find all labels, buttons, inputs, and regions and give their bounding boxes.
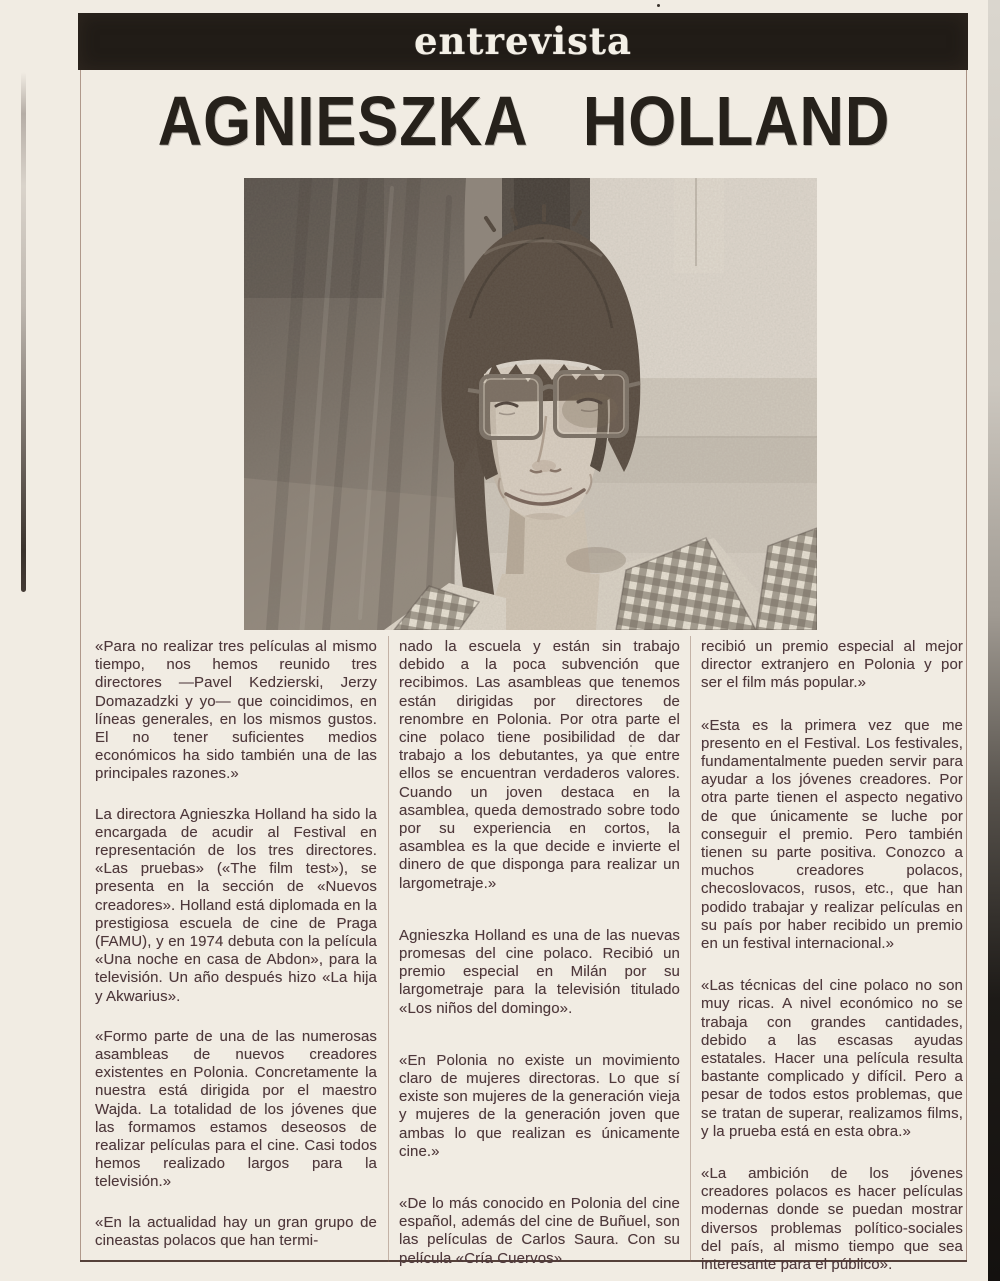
paragraph: «De lo más conocido en Polonia del cine español, además del cine de Buñuel, son las películas de Carlos Saura. Con su película «Cría Cuervos» [399, 1195, 680, 1267]
portrait-illustration [244, 178, 817, 630]
frame-right-rule [966, 70, 967, 1262]
paragraph: «En Polonia no existe un movimiento claro de mujeres directoras. Lo que sí existe son mujeres de la generación vieja y mujeres de la generación joven que ambas lo que realizan es únicamente cine.» [399, 1051, 680, 1160]
paragraph: «En la actualidad hay un gran grupo de cineastas polacos que han termi- [95, 1213, 377, 1249]
paragraph: «La ambición de los jóvenes creadores polacos es hacer películas modernas donde se puedan mostrar diversos problemas político-sociales del país, al mismo tiempo que sea interesante para el público». [701, 1165, 963, 1274]
portrait-photo [244, 178, 817, 630]
section-banner [78, 13, 968, 70]
text-column-3 [701, 638, 963, 1281]
column-divider-2 [690, 636, 691, 1262]
frame-left-rule [80, 70, 81, 1262]
paragraph: recibió un premio especial al mejor director extranjero en Polonia y por ser el film más popular.» [701, 638, 963, 692]
article-title: AGNIESZKA HOLLAND [157, 82, 891, 160]
paragraph: Agnieszka Holland es una de las nuevas promesas del cine polaco. Recibió un premio especial en Milán por su largometraje para la televisión titulado «Los niños del domingo». [399, 926, 680, 1017]
text-column-1 [95, 638, 377, 1272]
text-column-2 [399, 638, 680, 1281]
paragraph: La directora Agnieszka Holland ha sido la encargada de acudir al Festival en representación de los tres directores. «Las pruebas» («The film test»), se presenta en la sección de «Nuevos creadores». Holland está diplomada en la prestigiosa escuela de cine de Praga (FAMU), y en 1974 debuta con la película «Una noche en casa de Abdon», para la televisión. Un año después hizo «La hija y Akwarius». [95, 805, 377, 1005]
binding-shadow [21, 72, 26, 592]
column-divider-1 [388, 636, 389, 1262]
paragraph: «Las técnicas del cine polaco no son muy ricas. A nivel económico no se trabaja con grandes cantidades, debido a las escasas ayudas estatales. Hacer una película resulta bastante complicado y difícil. Pero a pesar de todos estos problemas, que se tratan de superar, realizamos films, y la prueba está en esta obra.» [701, 977, 963, 1140]
paragraph: nado la escuela y están sin trabajo debido a la poca subvención que recibimos. Las asambleas que tenemos están dirigidas por directores de renombre en Polonia. Por otra parte el cine polaco tiene posibilidad de dar trabajo a los debutantes, ya que entre ellos se encuentran verdaderos valores. Cuando un joven destaca en la asamblea, queda demostrado sobre todo por su experiencia en cortos, la asamblea es la que decide e invierte el dinero de que disponga para realizar un largometraje.» [399, 638, 680, 892]
paragraph: «Formo parte de una de las numerosas asambleas de nuevos creadores existentes en Polonia. Concretamente la nuestra está dirigida por el maestro Wajda. La totalidad de los jóvenes que las formamos estamos deseosos de realizar películas para el cine. Casi todos hemos realizado largos para la televisión.» [95, 1027, 377, 1191]
paragraph: «Esta es la primera vez que me presento en el Festival. Los festivales, fundamentalmente pueden servir para ayudar a los jóvenes creadores. Por otra parte tienen el aspecto negativo de que únicamente se luche por conseguir el premio. Pero también tienen su parte positiva. Conozco a muchos creadores polacos, checoslovacos, rusos, etc., que han podido trabajar y realizar películas en su país por haber recibido un premio en un festival internacional.» [701, 716, 963, 953]
scan-edge-shadow [988, 0, 1000, 1281]
paragraph: «Para no realizar tres películas al mismo tiempo, nos hemos reunido tres directores —Pavel Kedzierski, Jerzy Domazadzki y yo— que coincidimos, en líneas generales, en los mismos gustos. El no tener suficientes medios económicos ha sido también una de las principales razones.» [95, 638, 377, 783]
section-label: entrevista [413, 19, 633, 63]
scan-speck [657, 4, 660, 7]
